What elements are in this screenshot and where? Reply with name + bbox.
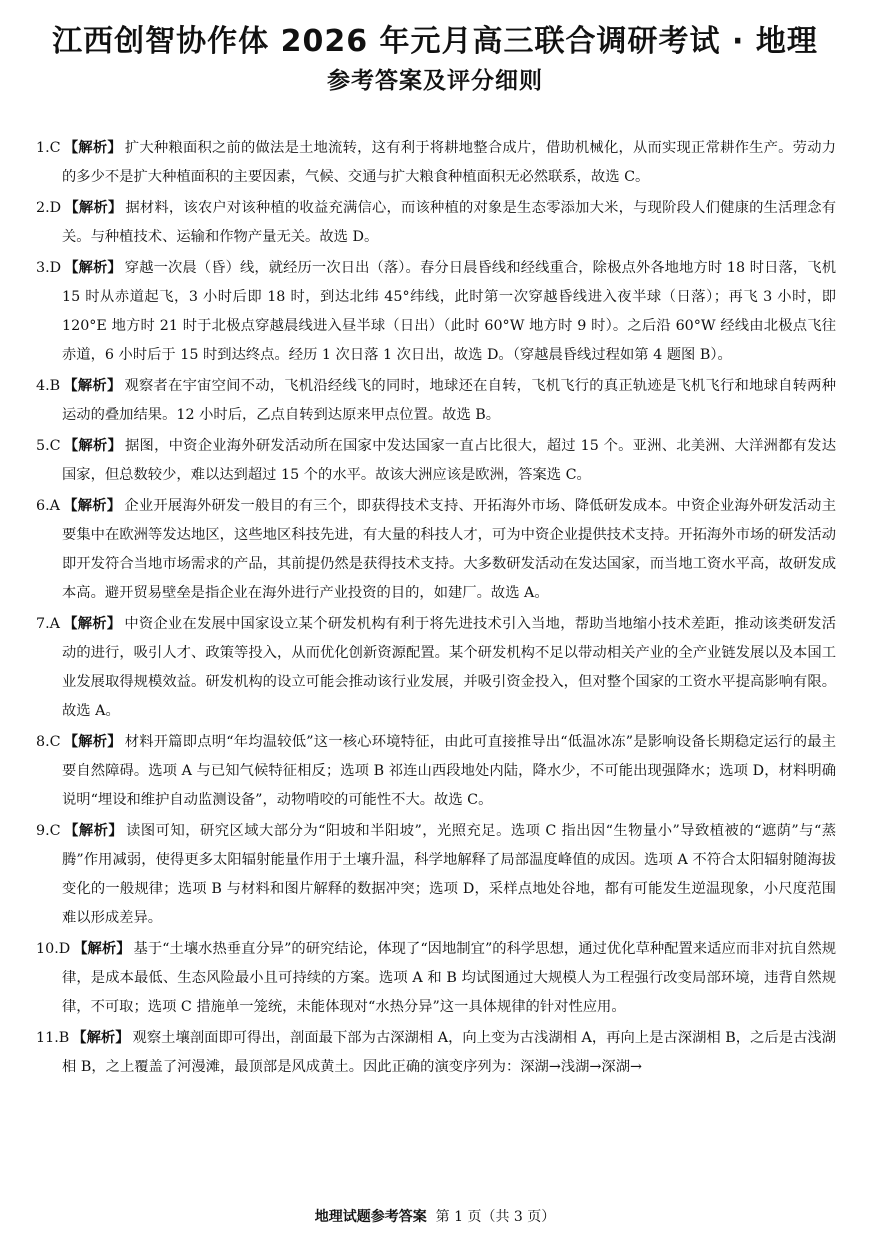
answer-number: 7.A: [36, 616, 60, 632]
answer-item-3: [36, 254, 836, 370]
analysis-tag: 【解析】: [72, 1030, 130, 1046]
analysis-tag: 【解析】: [63, 734, 122, 750]
answer-number: 10.D: [36, 941, 71, 957]
answer-text: 观察者在宇宙空间不动，飞机沿经线飞的同时，地球还在自转，飞机飞行的真正轨迹是飞机飞行和地球自转两种运动的叠加结果。12 小时后，乙点自转到达原来甲点位置。故选 B。: [62, 378, 837, 423]
answer-number: 2.D: [36, 200, 62, 216]
answer-item-4: [36, 372, 836, 430]
analysis-tag: 【解析】: [64, 260, 122, 276]
answer-number: 4.B: [36, 378, 61, 394]
answer-number: 5.C: [36, 438, 61, 454]
answer-item-2: [36, 194, 836, 252]
answer-text: 扩大种粮面积之前的做法是土地流转，这有利于将耕地整合成片，借助机械化，从而实现正常耕作生产。劳动力的多少不是扩大种植面积的主要因素，气候、交通与扩大粮食种植面积无必然联系，故选 C。: [62, 140, 837, 185]
answer-number: 8.C: [36, 734, 61, 750]
answer-item-5: [36, 432, 836, 490]
analysis-tag: 【解析】: [63, 438, 123, 454]
answer-text: 中资企业在发展中国家设立某个研发机构有利于将先进技术引入当地，帮助当地缩小技术差距，推动该类研发活动的进行，吸引人才、政策等投入，从而优化创新资源配置。某个研发机构不足以带动相关产业的全产业链发展以及本国工业发展取得规模效益。研发机构的设立可能会推动该行业发展，并吸引资金投入，但对整个国家的工资水平提高影响有限。故选 A。: [62, 616, 837, 719]
analysis-tag: 【解析】: [62, 498, 122, 514]
analysis-tag: 【解析】: [73, 941, 131, 957]
answer-text: 读图可知，研究区域大部分为“阳坡和半阳坡”，光照充足。选项 C 指出因“生物量小”导致植被的“遮荫”与“蒸腾”作用减弱，使得更多太阳辐射能量作用于土壤升温，科学地解释了局部温度峰值的成因。选项 A 不符合太阳辐射随海拔变化的一般规律；选项 B 与材料和图片解释的数据冲突；选项 D，采样点地处谷地，都有可能发生逆温现象，小尺度范围难以形成差异。: [62, 823, 837, 926]
analysis-tag: 【解析】: [62, 616, 122, 632]
analysis-tag: 【解析】: [63, 378, 122, 394]
page-title: 江西创智协作体 2026 年元月高三联合调研考试 · 地理: [52, 24, 818, 59]
answer-list: [36, 134, 836, 1084]
answer-number: 11.B: [36, 1030, 70, 1046]
answer-text: 穿越一次晨（昏）线，就经历一次日出（落）。春分日晨昏线和经线重合，除极点外各地地方时 18 时日落，飞机 15 时从赤道起飞，3 小时后即 18 时，到达北纬 45°纬线，此时第一次穿越昏线进入夜半球（日落）；再飞 3 小时，即 120°E 地方时 21 时于北极点穿越晨线进入昼半球（日出）（此时 60°W 地方时 9 时）。之后沿 60°W 经线由北极点飞往赤道，6 小时后于 15 时到达终点。经历 1 次日落 1 次日出，故选 D。（穿越晨昏线过程如第 4 题图 B）。: [62, 260, 836, 363]
answer-item-7: [36, 610, 836, 726]
answer-item-6: [36, 492, 836, 608]
answer-text: 据材料，该农户对该种植的收益充满信心，而该种植的对象是生态零添加大米，与现阶段人们健康的生活理念有关。与种植技术、运输和作物产量无关。故选 D。: [62, 200, 837, 245]
analysis-tag: 【解析】: [63, 823, 124, 839]
answer-item-11: [36, 1024, 836, 1082]
answer-item-8: [36, 728, 836, 815]
answer-number: 9.C: [36, 823, 61, 839]
answer-text: 基于“土壤水热垂直分异”的研究结论，体现了“因地制宜”的科学思想，通过优化草种配置来适应而非对抗自然规律，是成本最低、生态风险最小且可持续的方案。选项 A 和 B 均试图通过大规模人为工程强行改变局部环境，违背自然规律，不可取；选项 C 措施单一笼统，未能体现对“水热分异”这一具体规律的针对性应用。: [62, 941, 837, 1015]
answer-item-1: [36, 134, 836, 192]
analysis-tag: 【解析】: [63, 140, 122, 156]
answer-number: 6.A: [36, 498, 60, 514]
answer-number: 3.D: [36, 260, 62, 276]
answer-text: 企业开展海外研发一般目的有三个，即获得技术支持、开拓海外市场、降低研发成本。中资企业海外研发活动主要集中在欧洲等发达地区，这些地区科技先进，有大量的科技人才，可为中资企业提供技术支持。开拓海外市场的研发活动即开发符合当地市场需求的产品，其前提仍然是获得技术支持。大多数研发活动在发达国家，而当地工资水平高，故研发成本高。避开贸易壁垒是指企业在海外进行产业投资的目的，如建厂。故选 A。: [62, 498, 837, 601]
page-subtitle: 参考答案及评分细则: [327, 68, 543, 94]
footer-label: 地理试题参考答案: [314, 1209, 427, 1225]
answer-text: 观察土壤剖面即可得出，剖面最下部为古深湖相 A，向上变为古浅湖相 A，再向上是古深湖相 B，之后是古浅湖相 B，之上覆盖了河漫滩，最顶部是风成黄土。因此正确的演变序列为：深湖→浅湖→深湖→: [62, 1030, 836, 1075]
answer-item-10: [36, 935, 836, 1022]
answer-text: 材料开篇即点明“年均温较低”这一核心环境特征，由此可直接推导出“低温冰冻”是影响设备长期稳定运行的最主要自然障碍。选项 A 与已知气候特征相反；选项 B 祁连山西段地处内陆，降水少，不可能出现强降水；选项 D，材料明确说明“埋设和维护自动监测设备”，动物啃咬的可能性不大。故选 C。: [62, 734, 837, 808]
page-number: 第 1 页（共 3 页）: [435, 1209, 556, 1225]
page-footer: [0, 1206, 870, 1226]
answer-text: 据图，中资企业海外研发活动所在国家中发达国家一直占比很大，超过 15 个。亚洲、北美洲、大洋洲都有发达国家，但总数较少，难以达到超过 15 个的水平。故该大洲应该是欧洲，答案选 C。: [62, 438, 837, 483]
analysis-tag: 【解析】: [64, 200, 123, 216]
answer-item-9: [36, 817, 836, 933]
answer-number: 1.C: [36, 140, 61, 156]
